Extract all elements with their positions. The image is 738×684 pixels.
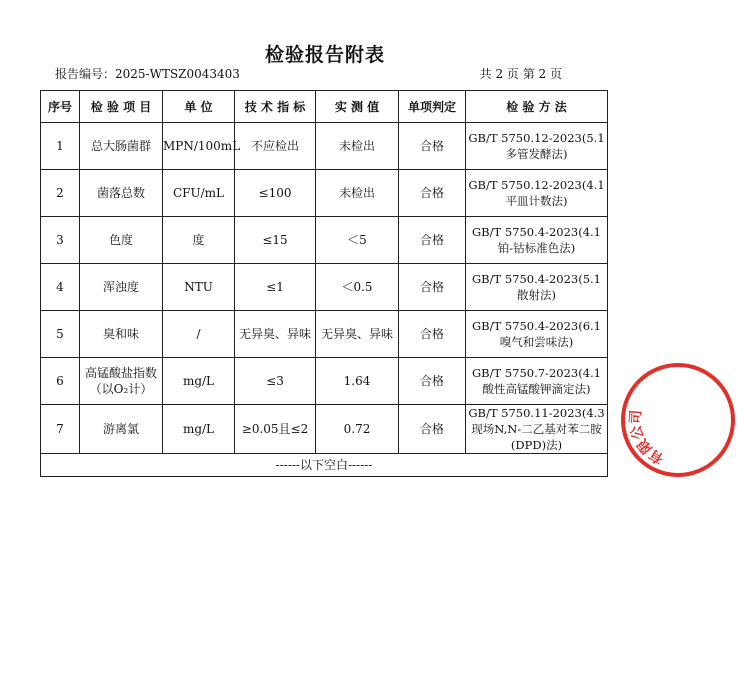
blank-below-note: ------以下空白------ [41,454,608,477]
cell-unit: CFU/mL [163,170,235,217]
cell-judge: 合格 [399,170,466,217]
cell-item: 菌落总数 [80,170,163,217]
report-number: 报告编号：2025-WTSZ0043403 [55,67,240,81]
cell-spec: ≤3 [235,358,316,405]
cell-item: 臭和味 [80,311,163,358]
cell-no: 1 [41,123,80,170]
cell-judge: 合格 [399,217,466,264]
seal-text: 有限公司 [627,409,667,467]
cell-no: 5 [41,311,80,358]
header-spec: 技 术 指 标 [235,91,316,123]
company-seal [618,360,738,480]
table-row [41,123,608,170]
cell-spec: ≤100 [235,170,316,217]
cell-value: 未检出 [316,170,399,217]
header-method: 检 验 方 法 [466,91,608,123]
cell-unit: MPN/100mL [163,123,235,170]
cell-unit: NTU [163,264,235,311]
header-item: 检 验 项 目 [80,91,163,123]
cell-unit: mg/L [163,405,235,454]
cell-judge: 合格 [399,123,466,170]
cell-judge: 合格 [399,405,466,454]
header-value: 实 测 值 [316,91,399,123]
table-end-row [41,454,608,477]
cell-spec: 无异臭、异味 [235,311,316,358]
cell-item: 游离氯 [80,405,163,454]
header-no: 序号 [41,91,80,123]
cell-no: 7 [41,405,80,454]
cell-spec: ≤15 [235,217,316,264]
cell-no: 4 [41,264,80,311]
cell-judge: 合格 [399,358,466,405]
table-row [41,264,608,311]
table-row [41,405,608,454]
cell-no: 6 [41,358,80,405]
cell-judge: 合格 [399,264,466,311]
cell-unit: / [163,311,235,358]
cell-spec: ≤1 [235,264,316,311]
cell-no: 2 [41,170,80,217]
cell-item: 总大肠菌群 [80,123,163,170]
cell-item: 高锰酸盐指数（以O₂计） [80,358,163,405]
cell-method: GB/T 5750.4-2023(5.1散射法) [466,264,608,311]
table-row [41,217,608,264]
cell-item: 色度 [80,217,163,264]
cell-judge: 合格 [399,311,466,358]
cell-unit: mg/L [163,358,235,405]
cell-method: GB/T 5750.11-2023(4.3现场N,N-二乙基对苯二胺(DPD)法) [466,405,608,454]
cell-value: 未检出 [316,123,399,170]
page-title: 检验报告附表 [264,44,385,66]
cell-method: GB/T 5750.12-2023(5.1多管发酵法) [466,123,608,170]
cell-method: GB/T 5750.4-2023(4.1铂-钴标准色法) [466,217,608,264]
page-info: 共 2 页 第 2 页 [479,67,562,81]
header-unit: 单 位 [163,91,235,123]
cell-value: 1.64 [316,358,399,405]
table-row [41,358,608,405]
cell-value: ＜0.5 [316,264,399,311]
cell-method: GB/T 5750.4-2023(6.1嗅气和尝味法) [466,311,608,358]
cell-value: ＜5 [316,217,399,264]
cell-value: 无异臭、异味 [316,311,399,358]
cell-item: 浑浊度 [80,264,163,311]
table-row [41,170,608,217]
cell-method: GB/T 5750.7-2023(4.1酸性高锰酸钾滴定法) [466,358,608,405]
cell-spec: 不应检出 [235,123,316,170]
cell-no: 3 [41,217,80,264]
results-table [40,90,608,477]
table-header-row [41,91,608,123]
cell-unit: 度 [163,217,235,264]
cell-value: 0.72 [316,405,399,454]
cell-spec: ≥0.05且≤2 [235,405,316,454]
cell-method: GB/T 5750.12-2023(4.1平皿计数法) [466,170,608,217]
header-judge: 单项判定 [399,91,466,123]
table-row [41,311,608,358]
